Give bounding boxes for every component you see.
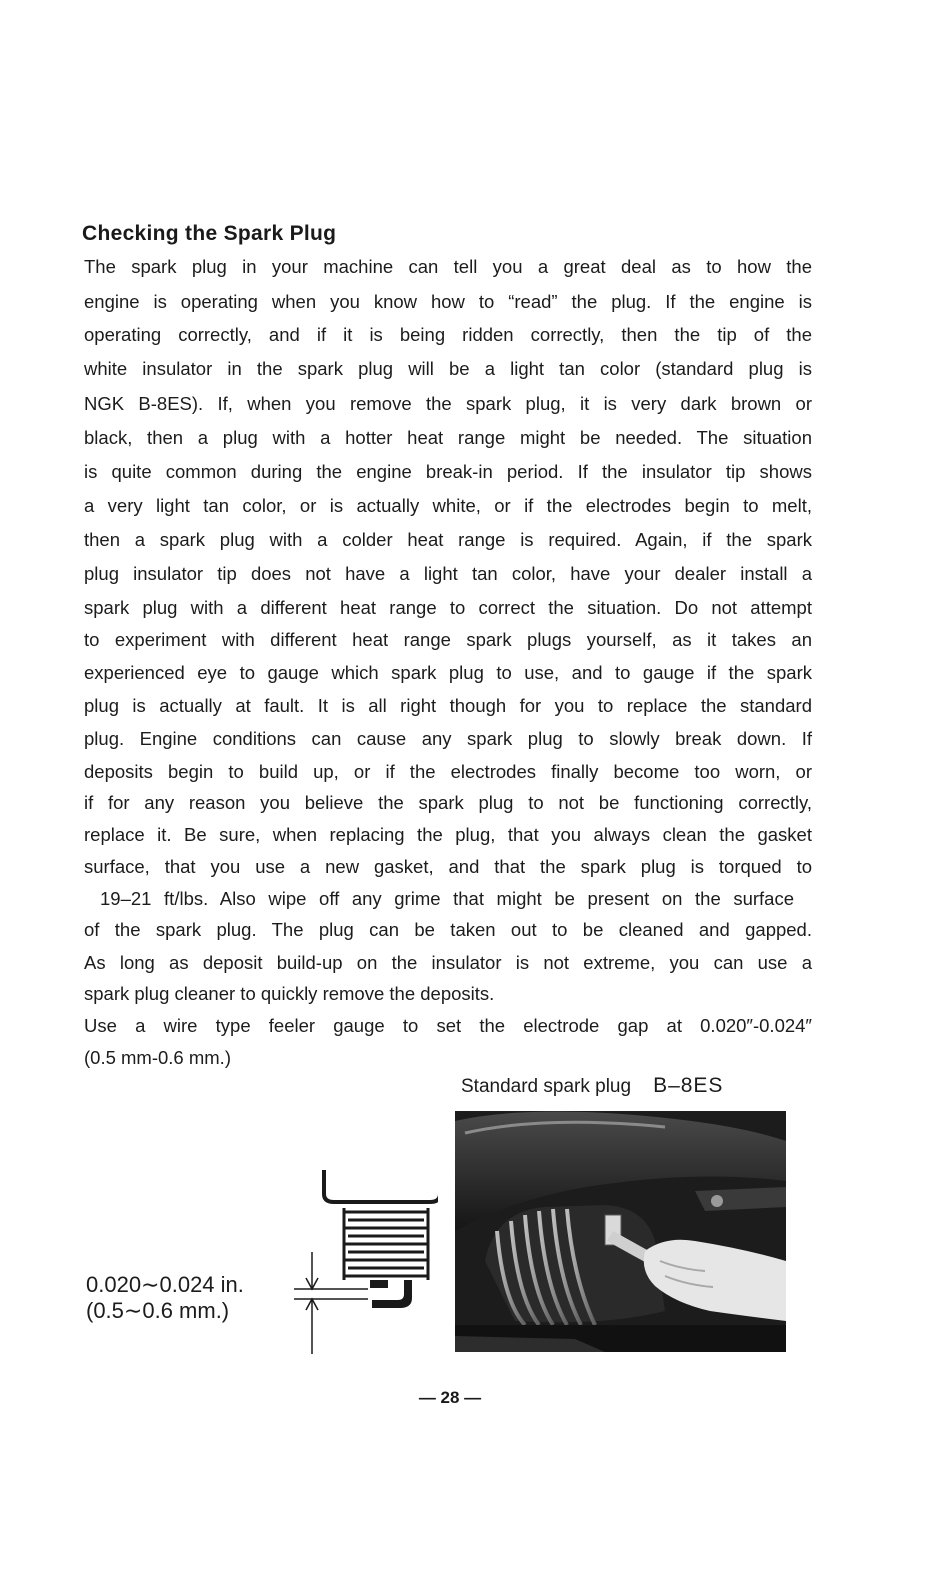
section-heading: Checking the Spark Plug — [82, 222, 337, 245]
body-line: operating correctly, and if it is being ridden correctly, then the tip of the — [84, 324, 812, 345]
plug-body-outline — [324, 1170, 438, 1202]
body-line: experienced eye to gauge which spark plug to use, and to gauge if the spark — [84, 662, 812, 683]
body-line: engine is operating when you know how to “read” the plug. If the engine is — [84, 291, 812, 312]
body-line: of the spark plug. The plug can be taken out to be cleaned and gapped. — [84, 919, 812, 940]
body-line: spark plug with a different heat range to correct the situation. Do not attempt — [84, 597, 812, 618]
body-line: plug. Engine conditions can cause any spark plug to slowly break down. If — [84, 728, 812, 749]
caption-plug-model: B–8ES — [653, 1074, 724, 1097]
body-line: white insulator in the spark plug will be a light tan color (standard plug is — [84, 358, 812, 379]
body-line: (0.5 mm-0.6 mm.) — [84, 1047, 231, 1068]
engine-photo-illustration — [455, 1111, 786, 1352]
caption-label: Standard spark plug — [461, 1076, 632, 1097]
body-line: a very light tan color, or is actually white, or if the electrodes begin to melt, — [84, 495, 812, 516]
body-line: 19–21 ft/lbs. Also wipe off any grime that might be present on the surface — [100, 888, 794, 909]
body-line: if for any reason you believe the spark plug to not be functioning correctly, — [84, 792, 812, 813]
body-line: then a spark plug with a colder heat range is required. Again, if the spark — [84, 529, 812, 550]
page-number: — 28 — — [418, 1388, 482, 1407]
body-line: Use a wire type feeler gauge to set the electrode gap at 0.020″-0.024″ — [84, 1015, 812, 1036]
spark-plug-gap-illustration — [288, 1168, 438, 1358]
body-line: plug is actually at fault. It is all right though for you to replace the standard — [84, 695, 812, 716]
centre-electrode — [370, 1280, 388, 1288]
spark-plug-gap-diagram — [288, 1168, 438, 1358]
body-line: is quite common during the engine break-in period. If the insulator tip shows — [84, 461, 812, 482]
plug-threads — [344, 1212, 428, 1276]
body-line: spark plug cleaner to quickly remove the deposits. — [84, 983, 495, 1004]
body-line: replace it. Be sure, when replacing the plug, that you always clean the gasket — [84, 824, 812, 845]
body-line: plug insulator tip does not have a light tan color, have your dealer install a — [84, 563, 812, 584]
body-line: As long as deposit build-up on the insulator is not extreme, you can use a — [84, 952, 812, 973]
engine-photo — [455, 1111, 786, 1352]
gap-inches-label: 0.020∼0.024 in. — [86, 1272, 244, 1297]
body-line: The spark plug in your machine can tell you a great deal as to how the — [84, 256, 812, 277]
body-line: surface, that you use a new gasket, and that the spark plug is torqued to — [84, 856, 812, 877]
body-line: deposits begin to build up, or if the electrodes finally become too worn, or — [84, 761, 812, 782]
body-line: NGK B-8ES). If, when you remove the spark plug, it is very dark brown or — [84, 393, 812, 414]
photo-caption — [461, 1074, 723, 1098]
gap-mm-label: (0.5∼0.6 mm.) — [86, 1298, 230, 1323]
body-line: black, then a plug with a hotter heat range might be needed. The situation — [84, 427, 812, 448]
cylinder-fins — [485, 1205, 665, 1325]
body-line: to experiment with different heat range spark plugs yourself, as it takes an — [84, 629, 812, 650]
